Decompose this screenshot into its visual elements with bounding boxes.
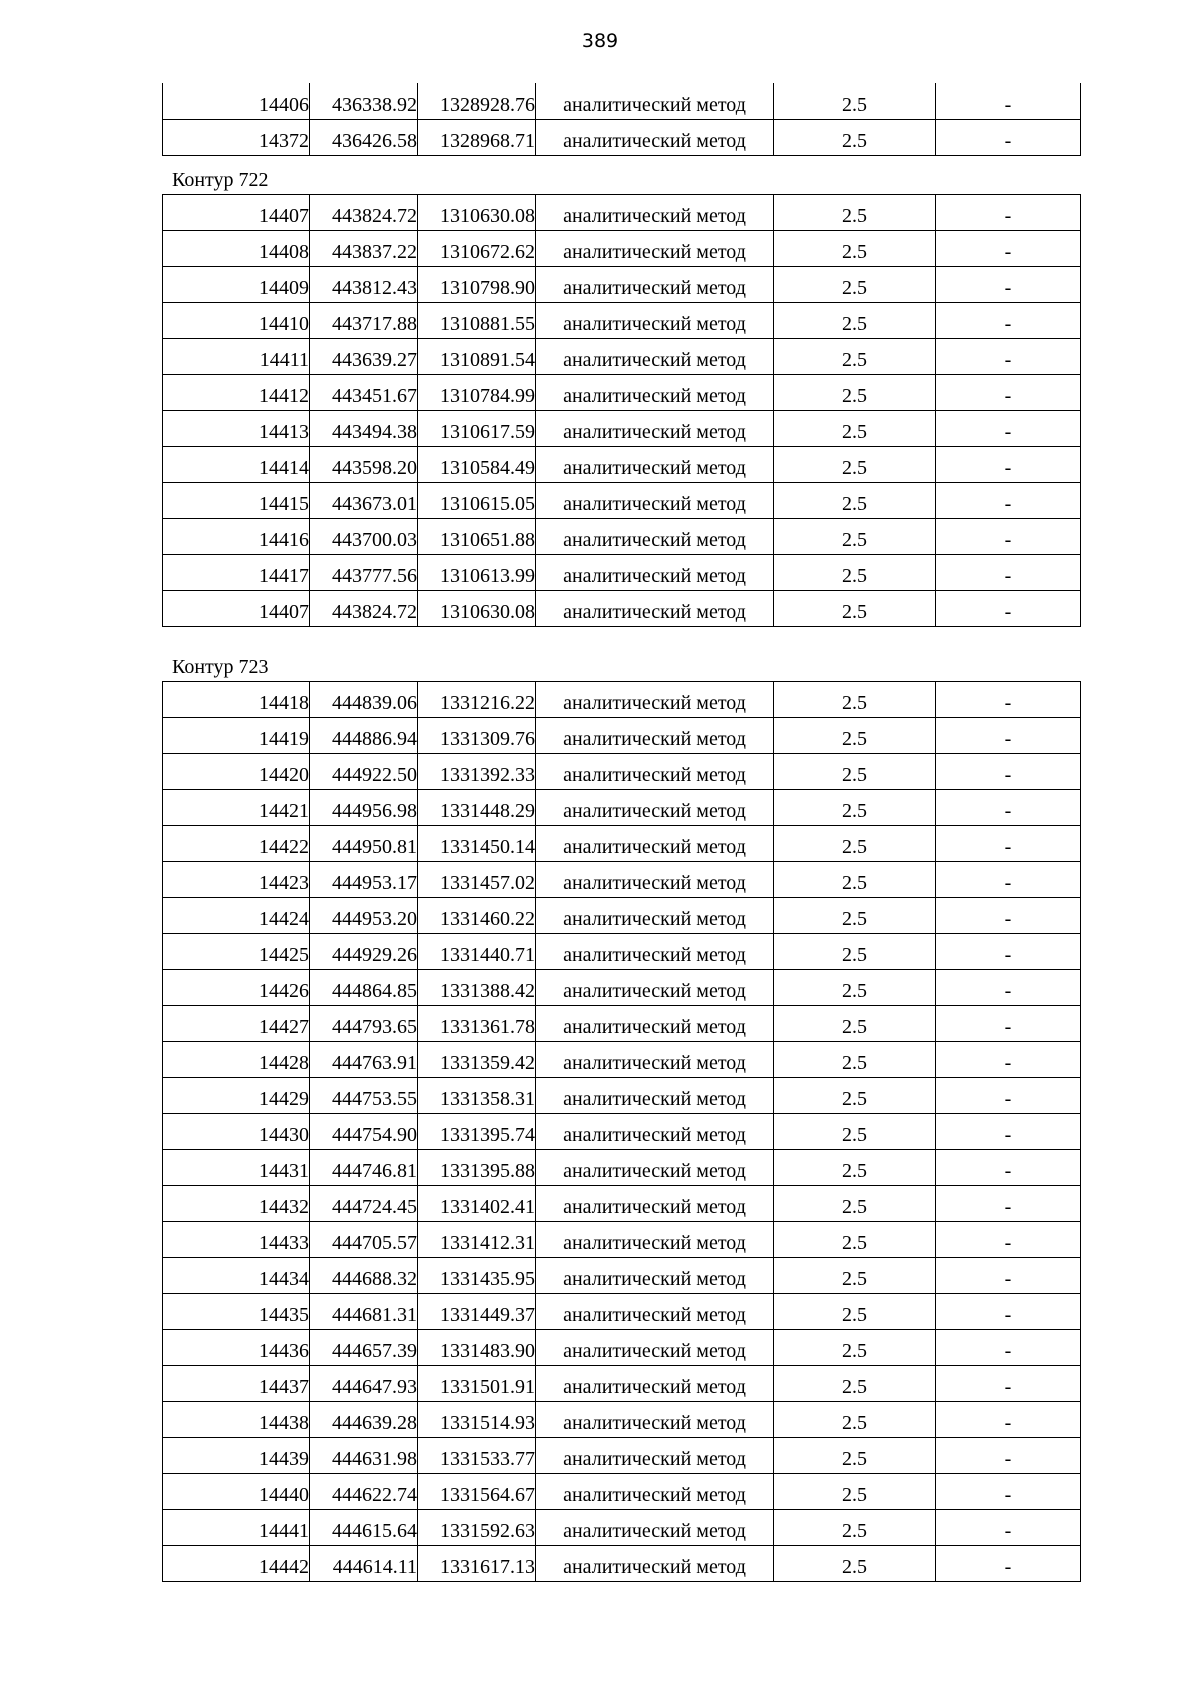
accuracy-cell: 2.5 [774, 970, 936, 1006]
y-coordinate-cell: 1310651.88 [418, 519, 536, 555]
point-number-cell: 14426 [163, 970, 310, 1006]
method-cell: аналитический метод [536, 267, 774, 303]
accuracy-cell: 2.5 [774, 195, 936, 231]
note-cell: - [936, 1474, 1081, 1510]
table-row [163, 790, 1081, 826]
page-number: 389 [581, 30, 619, 52]
table-row [163, 447, 1081, 483]
y-coordinate-cell: 1310881.55 [418, 303, 536, 339]
point-number-cell: 14435 [163, 1294, 310, 1330]
x-coordinate-cell: 444793.65 [310, 1006, 418, 1042]
table-row [163, 1114, 1081, 1150]
point-number-cell: 14412 [163, 375, 310, 411]
method-cell: аналитический метод [536, 1402, 774, 1438]
accuracy-cell: 2.5 [774, 1294, 936, 1330]
method-cell: аналитический метод [536, 555, 774, 591]
note-cell: - [936, 519, 1081, 555]
y-coordinate-cell: 1310672.62 [418, 231, 536, 267]
y-coordinate-cell: 1331501.91 [418, 1366, 536, 1402]
point-number-cell: 14406 [163, 83, 310, 119]
table-row [163, 119, 1081, 155]
y-coordinate-cell: 1331361.78 [418, 1006, 536, 1042]
x-coordinate-cell: 444929.26 [310, 934, 418, 970]
contour-722-section [162, 157, 1080, 627]
x-coordinate-cell: 444754.90 [310, 1114, 418, 1150]
coordinates-table [162, 194, 1081, 627]
y-coordinate-cell: 1331448.29 [418, 790, 536, 826]
note-cell: - [936, 1042, 1081, 1078]
table-row [163, 591, 1081, 627]
x-coordinate-cell: 444614.11 [310, 1546, 418, 1582]
x-coordinate-cell: 443639.27 [310, 339, 418, 375]
x-coordinate-cell: 444615.64 [310, 1510, 418, 1546]
note-cell: - [936, 1078, 1081, 1114]
y-coordinate-cell: 1331309.76 [418, 718, 536, 754]
note-cell: - [936, 591, 1081, 627]
accuracy-cell: 2.5 [774, 555, 936, 591]
note-cell: - [936, 682, 1081, 718]
method-cell: аналитический метод [536, 1366, 774, 1402]
point-number-cell: 14372 [163, 119, 310, 155]
x-coordinate-cell: 444753.55 [310, 1078, 418, 1114]
point-number-cell: 14423 [163, 862, 310, 898]
point-number-cell: 14442 [163, 1546, 310, 1582]
table-row [163, 555, 1081, 591]
y-coordinate-cell: 1331564.67 [418, 1474, 536, 1510]
accuracy-cell: 2.5 [774, 1330, 936, 1366]
note-cell: - [936, 1438, 1081, 1474]
x-coordinate-cell: 444622.74 [310, 1474, 418, 1510]
point-number-cell: 14430 [163, 1114, 310, 1150]
method-cell: аналитический метод [536, 1510, 774, 1546]
point-number-cell: 14408 [163, 231, 310, 267]
y-coordinate-cell: 1331359.42 [418, 1042, 536, 1078]
x-coordinate-cell: 443700.03 [310, 519, 418, 555]
note-cell: - [936, 1402, 1081, 1438]
y-coordinate-cell: 1331395.74 [418, 1114, 536, 1150]
y-coordinate-cell: 1331483.90 [418, 1330, 536, 1366]
point-number-cell: 14434 [163, 1258, 310, 1294]
y-coordinate-cell: 1331358.31 [418, 1078, 536, 1114]
note-cell: - [936, 411, 1081, 447]
accuracy-cell: 2.5 [774, 447, 936, 483]
x-coordinate-cell: 444746.81 [310, 1150, 418, 1186]
accuracy-cell: 2.5 [774, 898, 936, 934]
note-cell: - [936, 195, 1081, 231]
table-row [163, 339, 1081, 375]
point-number-cell: 14440 [163, 1474, 310, 1510]
method-cell: аналитический метод [536, 790, 774, 826]
table-row [163, 718, 1081, 754]
y-coordinate-cell: 1328968.71 [418, 119, 536, 155]
table-row [163, 267, 1081, 303]
y-coordinate-cell: 1331412.31 [418, 1222, 536, 1258]
point-number-cell: 14436 [163, 1330, 310, 1366]
x-coordinate-cell: 444631.98 [310, 1438, 418, 1474]
y-coordinate-cell: 1310630.08 [418, 591, 536, 627]
method-cell: аналитический метод [536, 934, 774, 970]
table-row [163, 1294, 1081, 1330]
accuracy-cell: 2.5 [774, 1438, 936, 1474]
accuracy-cell: 2.5 [774, 1258, 936, 1294]
method-cell: аналитический метод [536, 898, 774, 934]
note-cell: - [936, 1510, 1081, 1546]
y-coordinate-cell: 1331440.71 [418, 934, 536, 970]
accuracy-cell: 2.5 [774, 411, 936, 447]
note-cell: - [936, 1330, 1081, 1366]
method-cell: аналитический метод [536, 1546, 774, 1582]
accuracy-cell: 2.5 [774, 267, 936, 303]
accuracy-cell: 2.5 [774, 1474, 936, 1510]
accuracy-cell: 2.5 [774, 483, 936, 519]
table-row [163, 934, 1081, 970]
method-cell: аналитический метод [536, 826, 774, 862]
method-cell: аналитический метод [536, 411, 774, 447]
accuracy-cell: 2.5 [774, 754, 936, 790]
table-row [163, 375, 1081, 411]
note-cell: - [936, 267, 1081, 303]
note-cell: - [936, 447, 1081, 483]
x-coordinate-cell: 444639.28 [310, 1402, 418, 1438]
x-coordinate-cell: 444724.45 [310, 1186, 418, 1222]
accuracy-cell: 2.5 [774, 1042, 936, 1078]
point-number-cell: 14418 [163, 682, 310, 718]
x-coordinate-cell: 443837.22 [310, 231, 418, 267]
table-row [163, 1330, 1081, 1366]
method-cell: аналитический метод [536, 1222, 774, 1258]
x-coordinate-cell: 444950.81 [310, 826, 418, 862]
method-cell: аналитический метод [536, 591, 774, 627]
point-number-cell: 14431 [163, 1150, 310, 1186]
accuracy-cell: 2.5 [774, 1402, 936, 1438]
method-cell: аналитический метод [536, 1078, 774, 1114]
method-cell: аналитический метод [536, 1186, 774, 1222]
x-coordinate-cell: 444657.39 [310, 1330, 418, 1366]
note-cell: - [936, 555, 1081, 591]
point-number-cell: 14424 [163, 898, 310, 934]
point-number-cell: 14410 [163, 303, 310, 339]
accuracy-cell: 2.5 [774, 1150, 936, 1186]
x-coordinate-cell: 444839.06 [310, 682, 418, 718]
x-coordinate-cell: 443777.56 [310, 555, 418, 591]
note-cell: - [936, 1258, 1081, 1294]
y-coordinate-cell: 1331402.41 [418, 1186, 536, 1222]
y-coordinate-cell: 1331216.22 [418, 682, 536, 718]
x-coordinate-cell: 436426.58 [310, 119, 418, 155]
note-cell: - [936, 862, 1081, 898]
note-cell: - [936, 1546, 1081, 1582]
accuracy-cell: 2.5 [774, 339, 936, 375]
coordinates-table [162, 681, 1081, 1582]
table-row [163, 483, 1081, 519]
table-row [163, 826, 1081, 862]
y-coordinate-cell: 1310615.05 [418, 483, 536, 519]
note-cell: - [936, 1294, 1081, 1330]
method-cell: аналитический метод [536, 970, 774, 1006]
method-cell: аналитический метод [536, 1006, 774, 1042]
point-number-cell: 14416 [163, 519, 310, 555]
accuracy-cell: 2.5 [774, 826, 936, 862]
table-row [163, 754, 1081, 790]
method-cell: аналитический метод [536, 1150, 774, 1186]
note-cell: - [936, 718, 1081, 754]
x-coordinate-cell: 444688.32 [310, 1258, 418, 1294]
y-coordinate-cell: 1310784.99 [418, 375, 536, 411]
accuracy-cell: 2.5 [774, 790, 936, 826]
point-number-cell: 14411 [163, 339, 310, 375]
accuracy-cell: 2.5 [774, 862, 936, 898]
contour-723-section [162, 644, 1080, 1582]
note-cell: - [936, 970, 1081, 1006]
method-cell: аналитический метод [536, 519, 774, 555]
x-coordinate-cell: 443451.67 [310, 375, 418, 411]
table-row [163, 1438, 1081, 1474]
coordinates-table [162, 83, 1081, 156]
accuracy-cell: 2.5 [774, 231, 936, 267]
table-row [163, 1042, 1081, 1078]
point-number-cell: 14441 [163, 1510, 310, 1546]
y-coordinate-cell: 1331617.13 [418, 1546, 536, 1582]
accuracy-cell: 2.5 [774, 375, 936, 411]
point-number-cell: 14429 [163, 1078, 310, 1114]
x-coordinate-cell: 444681.31 [310, 1294, 418, 1330]
accuracy-cell: 2.5 [774, 519, 936, 555]
method-cell: аналитический метод [536, 83, 774, 119]
point-number-cell: 14428 [163, 1042, 310, 1078]
note-cell: - [936, 83, 1081, 119]
x-coordinate-cell: 443717.88 [310, 303, 418, 339]
x-coordinate-cell: 443598.20 [310, 447, 418, 483]
x-coordinate-cell: 443812.43 [310, 267, 418, 303]
table-row [163, 1078, 1081, 1114]
y-coordinate-cell: 1328928.76 [418, 83, 536, 119]
y-coordinate-cell: 1310584.49 [418, 447, 536, 483]
contour-label: Контур 722 [172, 169, 269, 191]
point-number-cell: 14409 [163, 267, 310, 303]
method-cell: аналитический метод [536, 231, 774, 267]
table-row [163, 83, 1081, 119]
note-cell: - [936, 339, 1081, 375]
accuracy-cell: 2.5 [774, 1114, 936, 1150]
method-cell: аналитический метод [536, 862, 774, 898]
table-row [163, 1510, 1081, 1546]
x-coordinate-cell: 444956.98 [310, 790, 418, 826]
table-row [163, 898, 1081, 934]
method-cell: аналитический метод [536, 1258, 774, 1294]
note-cell: - [936, 303, 1081, 339]
table-row [163, 682, 1081, 718]
x-coordinate-cell: 444953.17 [310, 862, 418, 898]
x-coordinate-cell: 444763.91 [310, 1042, 418, 1078]
accuracy-cell: 2.5 [774, 303, 936, 339]
y-coordinate-cell: 1331592.63 [418, 1510, 536, 1546]
accuracy-cell: 2.5 [774, 1366, 936, 1402]
accuracy-cell: 2.5 [774, 83, 936, 119]
accuracy-cell: 2.5 [774, 1006, 936, 1042]
method-cell: аналитический метод [536, 119, 774, 155]
table-row [163, 862, 1081, 898]
table-row [163, 1222, 1081, 1258]
table-row [163, 1186, 1081, 1222]
point-number-cell: 14414 [163, 447, 310, 483]
table-row [163, 1258, 1081, 1294]
accuracy-cell: 2.5 [774, 718, 936, 754]
note-cell: - [936, 1186, 1081, 1222]
table-row [163, 1474, 1081, 1510]
note-cell: - [936, 826, 1081, 862]
accuracy-cell: 2.5 [774, 1546, 936, 1582]
point-number-cell: 14417 [163, 555, 310, 591]
x-coordinate-cell: 444922.50 [310, 754, 418, 790]
note-cell: - [936, 375, 1081, 411]
method-cell: аналитический метод [536, 195, 774, 231]
y-coordinate-cell: 1331533.77 [418, 1438, 536, 1474]
x-coordinate-cell: 444647.93 [310, 1366, 418, 1402]
note-cell: - [936, 1114, 1081, 1150]
table-row [163, 303, 1081, 339]
accuracy-cell: 2.5 [774, 591, 936, 627]
table-row [163, 195, 1081, 231]
x-coordinate-cell: 436338.92 [310, 83, 418, 119]
table-row [163, 970, 1081, 1006]
point-number-cell: 14425 [163, 934, 310, 970]
note-cell: - [936, 119, 1081, 155]
y-coordinate-cell: 1331457.02 [418, 862, 536, 898]
method-cell: аналитический метод [536, 303, 774, 339]
method-cell: аналитический метод [536, 1294, 774, 1330]
point-number-cell: 14433 [163, 1222, 310, 1258]
x-coordinate-cell: 443494.38 [310, 411, 418, 447]
method-cell: аналитический метод [536, 718, 774, 754]
method-cell: аналитический метод [536, 1042, 774, 1078]
method-cell: аналитический метод [536, 483, 774, 519]
y-coordinate-cell: 1331388.42 [418, 970, 536, 1006]
y-coordinate-cell: 1310798.90 [418, 267, 536, 303]
point-number-cell: 14427 [163, 1006, 310, 1042]
y-coordinate-cell: 1331435.95 [418, 1258, 536, 1294]
table-row [163, 231, 1081, 267]
contour-label: Контур 723 [172, 656, 269, 678]
table-row [163, 1366, 1081, 1402]
accuracy-cell: 2.5 [774, 119, 936, 155]
note-cell: - [936, 934, 1081, 970]
point-number-cell: 14437 [163, 1366, 310, 1402]
note-cell: - [936, 483, 1081, 519]
x-coordinate-cell: 443673.01 [310, 483, 418, 519]
y-coordinate-cell: 1310617.59 [418, 411, 536, 447]
y-coordinate-cell: 1331449.37 [418, 1294, 536, 1330]
point-number-cell: 14407 [163, 195, 310, 231]
accuracy-cell: 2.5 [774, 682, 936, 718]
point-number-cell: 14432 [163, 1186, 310, 1222]
note-cell: - [936, 231, 1081, 267]
note-cell: - [936, 1150, 1081, 1186]
table-row [163, 1006, 1081, 1042]
accuracy-cell: 2.5 [774, 1510, 936, 1546]
note-cell: - [936, 1006, 1081, 1042]
y-coordinate-cell: 1310891.54 [418, 339, 536, 375]
y-coordinate-cell: 1331392.33 [418, 754, 536, 790]
point-number-cell: 14421 [163, 790, 310, 826]
y-coordinate-cell: 1310630.08 [418, 195, 536, 231]
note-cell: - [936, 1222, 1081, 1258]
accuracy-cell: 2.5 [774, 1078, 936, 1114]
method-cell: аналитический метод [536, 1114, 774, 1150]
method-cell: аналитический метод [536, 682, 774, 718]
y-coordinate-cell: 1310613.99 [418, 555, 536, 591]
note-cell: - [936, 754, 1081, 790]
y-coordinate-cell: 1331395.88 [418, 1150, 536, 1186]
accuracy-cell: 2.5 [774, 1186, 936, 1222]
continuation-table-section [162, 83, 1080, 156]
x-coordinate-cell: 444864.85 [310, 970, 418, 1006]
method-cell: аналитический метод [536, 754, 774, 790]
note-cell: - [936, 1366, 1081, 1402]
table-row [163, 1546, 1081, 1582]
method-cell: аналитический метод [536, 375, 774, 411]
accuracy-cell: 2.5 [774, 934, 936, 970]
point-number-cell: 14415 [163, 483, 310, 519]
method-cell: аналитический метод [536, 447, 774, 483]
point-number-cell: 14420 [163, 754, 310, 790]
note-cell: - [936, 898, 1081, 934]
x-coordinate-cell: 443824.72 [310, 591, 418, 627]
point-number-cell: 14413 [163, 411, 310, 447]
point-number-cell: 14422 [163, 826, 310, 862]
table-row [163, 519, 1081, 555]
table-row [163, 411, 1081, 447]
point-number-cell: 14438 [163, 1402, 310, 1438]
method-cell: аналитический метод [536, 1330, 774, 1366]
method-cell: аналитический метод [536, 339, 774, 375]
x-coordinate-cell: 444886.94 [310, 718, 418, 754]
method-cell: аналитический метод [536, 1438, 774, 1474]
method-cell: аналитический метод [536, 1474, 774, 1510]
y-coordinate-cell: 1331460.22 [418, 898, 536, 934]
x-coordinate-cell: 444705.57 [310, 1222, 418, 1258]
x-coordinate-cell: 444953.20 [310, 898, 418, 934]
x-coordinate-cell: 443824.72 [310, 195, 418, 231]
y-coordinate-cell: 1331514.93 [418, 1402, 536, 1438]
y-coordinate-cell: 1331450.14 [418, 826, 536, 862]
table-row [163, 1150, 1081, 1186]
point-number-cell: 14439 [163, 1438, 310, 1474]
accuracy-cell: 2.5 [774, 1222, 936, 1258]
point-number-cell: 14419 [163, 718, 310, 754]
point-number-cell: 14407 [163, 591, 310, 627]
table-row [163, 1402, 1081, 1438]
note-cell: - [936, 790, 1081, 826]
